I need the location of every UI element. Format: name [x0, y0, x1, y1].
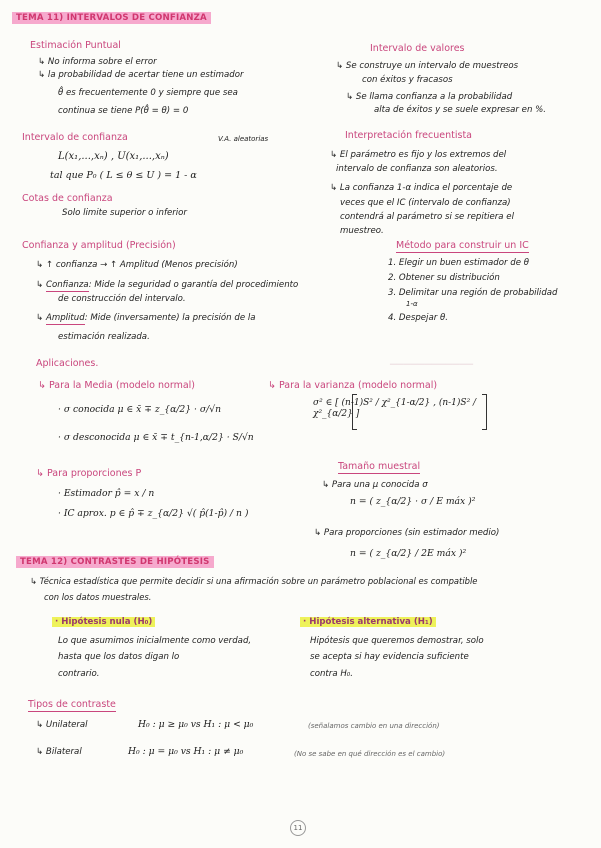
bleed-through: ▔▔▔▔▔▔▔▔▔▔▔▔ [390, 365, 474, 375]
bilateral-formula: H₀ : μ = μ₀ vs H₁ : μ ≠ μ₀ [128, 746, 244, 757]
est-puntual-l2: ↳ la probabilidad de acertar tiene un estimador [38, 70, 244, 80]
tamano-heading: Tamaño muestral [338, 461, 420, 474]
intervalo-valores-l3: ↳ Se llama confianza a la probabilidad [346, 92, 513, 102]
interp-frec-l3: ↳ La confianza 1-α indica el porcentaje de [330, 183, 513, 193]
interp-frec-l4: veces que el IC (intervalo de confianza) [340, 198, 511, 208]
intervalo-valores-l2: con éxitos y fracasos [362, 75, 453, 85]
intervalo-conf-l1: L(x₁,...,xₙ) , U(x₁,...,xₙ) [58, 151, 169, 162]
bilateral-label: ↳ Bilateral [36, 747, 82, 757]
cotas-heading: Cotas de confianza [22, 193, 113, 204]
confianza-label: Confianza [45, 280, 89, 290]
bilateral-note: (No se sabe en qué dirección es el cambio) [294, 750, 446, 758]
unilateral-note: (señalamos cambio en una dirección) [308, 722, 440, 730]
interp-frec-heading: Interpretación frecuentista [345, 130, 472, 141]
interp-frec-l1: ↳ El parámetro es fijo y los extremos del [330, 150, 507, 160]
media-heading: ↳ Para la Media (modelo normal) [38, 380, 195, 391]
tipos-heading: Tipos de contraste [28, 699, 116, 712]
amplitud-label: Amplitud [45, 313, 85, 323]
proporciones-heading: ↳ Para proporciones P [36, 468, 142, 479]
alt-l2: se acepta si hay evidencia suficiente [310, 652, 469, 662]
est-puntual-l1: ↳ No informa sobre el error [38, 57, 157, 67]
contrastes-l2: con los datos muestrales. [44, 592, 152, 602]
tamano-f2: n = ( z_{α/2} / 2E máx )² [350, 548, 467, 559]
intervalo-valores-l4: alta de éxitos y se suele expresar en %. [374, 105, 547, 115]
metodo-s1: 1. Elegir un buen estimador de θ [388, 258, 530, 268]
media-unknown-sigma: · σ desconocida μ ∈ x̄ ∓ t_{n-1,α/2} · S/√n [58, 432, 254, 443]
interp-frec-l6: muestreo. [340, 226, 384, 236]
conf-amplitud-l2a: ↳ Confianza: Mide la seguridad o garantía del procedimiento [36, 280, 299, 290]
hipotesis-nula-heading: · Hipótesis nula (H₀) [52, 617, 155, 627]
metodo-heading: Método para construir un IC [396, 240, 529, 253]
conf-amplitud-heading: Confianza y amplitud (Precisión) [22, 240, 176, 251]
metodo-s3b: 1-α [406, 300, 418, 308]
aplicaciones-heading: Aplicaciones. [36, 358, 99, 369]
conf-amplitud-l3b: estimación realizada. [58, 332, 150, 342]
tamano-l2: ↳ Para proporciones (sin estimador medio) [314, 528, 500, 538]
alt-l3: contra H₀. [310, 669, 353, 679]
est-puntual-l3: θ̂ es frecuentemente 0 y siempre que sea [58, 88, 238, 98]
unilateral-label: ↳ Unilateral [36, 720, 88, 730]
conf-amplitud-l2b: de construcción del intervalo. [58, 294, 186, 304]
alt-l1: Hipótesis que queremos demostrar, solo [310, 636, 484, 646]
prop-estimador: · Estimador p̂ = x / n [58, 488, 155, 499]
cotas-l1: Solo limite superior o inferior [62, 208, 187, 218]
metodo-s2: 2. Obtener su distribución [388, 273, 500, 283]
intervalo-conf-l2: tal que P₀ ( L ≤ θ ≤ U ) = 1 - α [50, 170, 197, 181]
intervalo-valores-l1: ↳ Se construye un intervalo de muestreos [336, 61, 519, 71]
metodo-s4: 4. Despejar θ. [388, 313, 448, 323]
intervalo-valores-heading: Intervalo de valores [370, 43, 465, 54]
tamano-l1: ↳ Para una μ conocida σ [322, 480, 428, 490]
metodo-s3: 3. Delimitar una región de probabilidad [388, 288, 558, 298]
tema12-title: TEMA 12) CONTRASTES DE HIPÓTESIS [16, 557, 214, 567]
unilateral-formula: H₀ : μ ≥ μ₀ vs H₁ : μ < μ₀ [138, 719, 254, 730]
interp-frec-l5: contendrá al parámetro si se repitiera el [340, 212, 514, 222]
tema11-title: TEMA 11) INTERVALOS DE CONFIANZA [12, 13, 211, 23]
hipotesis-alt-heading: · Hipótesis alternativa (H₁) [300, 617, 436, 627]
varianza-heading: ↳ Para la varianza (modelo normal) [268, 380, 438, 391]
tamano-f1: n = ( z_{α/2} · σ / E máx )² [350, 496, 476, 507]
intervalo-conf-note: V.A. aleatorias [218, 135, 269, 143]
conf-amplitud-l1: ↳ ↑ confianza → ↑ Amplitud (Menos precisión) [36, 260, 238, 270]
media-known-sigma: · σ conocida μ ∈ x̄ ∓ z_{α/2} · σ/√n [58, 404, 222, 415]
page-number: 11 [290, 820, 306, 836]
nula-l3: contrario. [58, 669, 100, 679]
conf-amplitud-l3a: ↳ Amplitud: Mide (inversamente) la precisión de la [36, 313, 256, 323]
contrastes-l1: ↳ Técnica estadística que permite decidir si una afirmación sobre un parámetro poblacional es compatible [30, 576, 478, 586]
nula-l2: hasta que los datos digan lo [58, 652, 180, 662]
interp-frec-l2: intervalo de confianza son aleatorios. [336, 164, 498, 174]
est-puntual-l4: continua se tiene P(θ̂ = θ) = 0 [58, 106, 189, 116]
est-puntual-heading: Estimación Puntual [30, 40, 121, 51]
prop-ic: · IC aprox. p ∈ p̂ ∓ z_{α/2} √( p̂(1-p̂) / n ) [58, 508, 249, 519]
varianza-formula: σ² ∈ [ (n-1)S² / χ²_{1-α/2} , (n-1)S² / χ²_{α/2} ] [313, 398, 477, 419]
nula-l1: Lo que asumimos inicialmente como verdad, [58, 636, 252, 646]
intervalo-conf-heading: Intervalo de confianza [22, 132, 128, 143]
